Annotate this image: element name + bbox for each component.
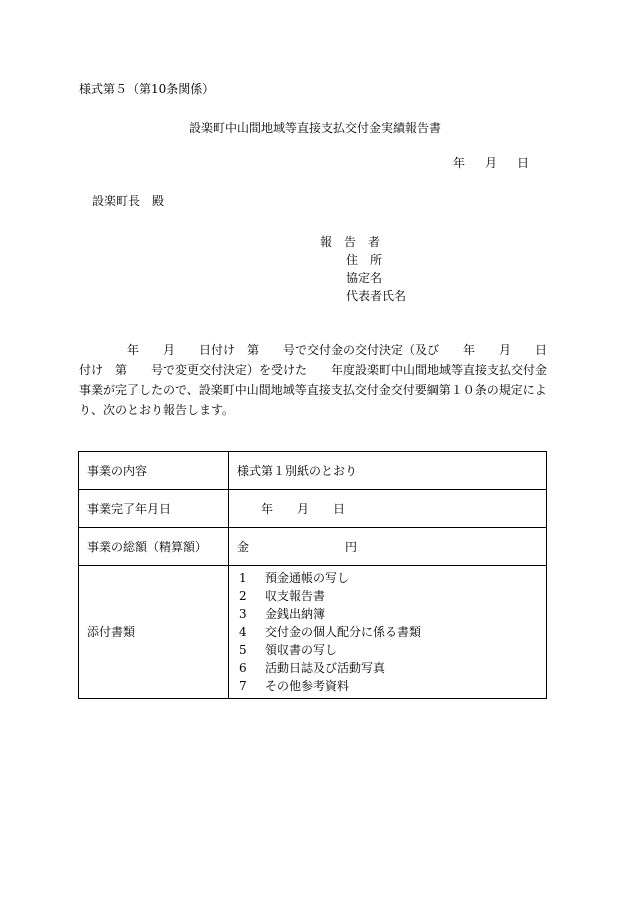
completion-year: 年 <box>261 501 274 516</box>
row-label-content: 事業の内容 <box>79 452 229 490</box>
row-label-completion-date: 事業完了年月日 <box>79 490 229 528</box>
list-item: 3 金銭出納簿 <box>239 607 326 621</box>
row-label-attachments: 添付書類 <box>79 566 229 699</box>
list-item: 5 領収書の写し <box>239 643 338 657</box>
date-year: 年 <box>453 156 466 170</box>
attachments-cell <box>229 566 547 699</box>
completion-month: 月 <box>297 501 310 516</box>
report-date <box>453 157 529 169</box>
reporter-agreement-label: 協定名 <box>346 271 383 285</box>
attachments-list <box>237 569 538 695</box>
reporter-address-label: 住 所 <box>346 253 383 267</box>
list-item: 4 交付金の個人配分に係る書類 <box>239 625 422 639</box>
table-row <box>79 566 547 699</box>
summary-table <box>78 451 547 699</box>
document-title: 設楽町中山間地域等直接支払交付金実績報告書 <box>188 121 441 135</box>
table-row <box>79 490 547 528</box>
row-label-total-amount: 事業の総額（精算額） <box>79 528 229 566</box>
reporter-representative-label: 代表者氏名 <box>346 289 407 303</box>
report-body-text: 年 月 日付け 第 号で交付金の交付決定（及び 年 月 日付け 第 号で変更交付決定）を受けた 年度設楽町中山間地域等直接支払交付金事業が完了したので、設楽町中山間地域等直接支払交付金交付要綱第１０条の規定により、次のとおり報告します。 <box>79 343 548 417</box>
total-amount-value <box>229 528 547 566</box>
list-item: 7 その他参考資料 <box>239 679 350 693</box>
date-month: 月 <box>485 156 498 170</box>
reporter-block <box>320 233 406 305</box>
amount-prefix: 金 <box>237 539 250 554</box>
amount-unit: 円 <box>345 539 358 554</box>
list-item: 2 収支報告書 <box>239 589 326 603</box>
row-value-content: 様式第１別紙のとおり <box>229 452 547 490</box>
date-day: 日 <box>517 156 530 170</box>
addressee: 設楽町長 殿 <box>92 194 165 208</box>
table-row <box>79 452 547 490</box>
reporter-heading: 報 告 者 <box>320 235 381 249</box>
completion-day: 日 <box>333 501 346 516</box>
table-row <box>79 528 547 566</box>
list-item: 1 預金通帳の写し <box>239 571 350 585</box>
completion-date-value <box>229 490 547 528</box>
form-number: 様式第５（第10条関係） <box>79 82 215 96</box>
list-item: 6 活動日誌及び活動写真 <box>239 661 386 675</box>
